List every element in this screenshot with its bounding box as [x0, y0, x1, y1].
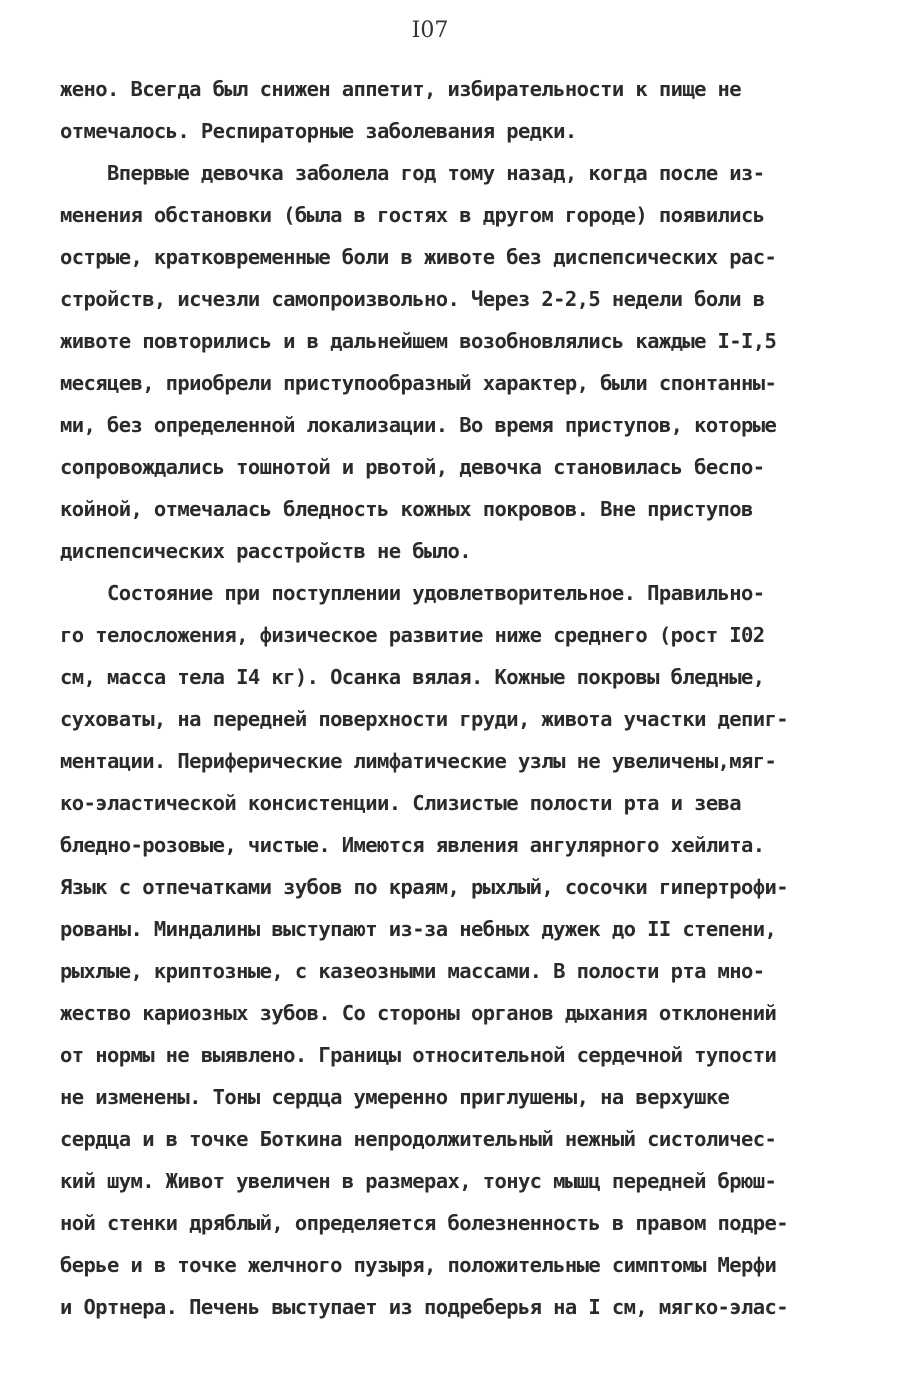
- text-line: и Ортнера. Печень выступает из подреберья на I см, мягко-элас-: [60, 1295, 789, 1319]
- text-line: берье и в точке желчного пузыря, положительные симптомы Мерфи: [60, 1253, 777, 1277]
- page-number: I07: [411, 18, 449, 43]
- text-line: ко-эластической консистенции. Слизистые полости рта и зева: [60, 791, 742, 815]
- text-line: рыхлые, криптозные, с казеозными массами. В полости рта мно-: [60, 959, 765, 983]
- text-line: го телосложения, физическое развитие ниже среднего (рост I02: [60, 623, 765, 647]
- text-line: месяцев, приобрели приступообразный характер, были спонтанны-: [60, 371, 777, 395]
- text-line: Состояние при поступлении удовлетворительное. Правильно-: [60, 581, 765, 605]
- text-line: Впервые девочка заболела год тому назад, когда после из-: [60, 161, 765, 185]
- text-line: см, масса тела I4 кг). Осанка вялая. Кожные покровы бледные,: [60, 665, 765, 689]
- text-line: диспепсических расстройств не было.: [60, 539, 471, 563]
- text-line: суховаты, на передней поверхности груди, живота участки депиг-: [60, 707, 789, 731]
- text-line: бледно-розовые, чистые. Имеются явления ангулярного хейлита.: [60, 833, 765, 857]
- text-line: рованы. Миндалины выступают из-за небных дужек до II степени,: [60, 917, 777, 941]
- text-line: жество кариозных зубов. Со стороны органов дыхания отклонений: [60, 1001, 777, 1025]
- text-line: ментации. Периферические лимфатические узлы не увеличены,мяг-: [60, 749, 777, 773]
- text-line: острые, кратковременные боли в животе без диспепсических рас-: [60, 245, 777, 269]
- text-line: кий шум. Живот увеличен в размерах, тонус мышц передней брюш-: [60, 1169, 777, 1193]
- text-line: отмечалось. Респираторные заболевания редки.: [60, 119, 577, 143]
- text-line: менения обстановки (была в гостях в другом городе) появились: [60, 203, 765, 227]
- text-line: сопровождались тошнотой и рвотой, девочка становилась беспо-: [60, 455, 765, 479]
- text-line: не изменены. Тоны сердца умеренно приглушены, на верхушке: [60, 1085, 730, 1109]
- text-line: стройств, исчезли самопроизвольно. Через 2-2,5 недели боли в: [60, 287, 765, 311]
- text-line: Язык с отпечатками зубов по краям, рыхлый, сосочки гипертрофи-: [60, 875, 789, 899]
- text-line: жено. Всегда был снижен аппетит, избирательности к пище не: [60, 77, 742, 101]
- text-line: от нормы не выявлено. Границы относительной сердечной тупости: [60, 1043, 777, 1067]
- text-line: ной стенки дряблый, определяется болезненность в правом подре-: [60, 1211, 789, 1235]
- text-line: ми, без определенной локализации. Во время приступов, которые: [60, 413, 777, 437]
- text-line: койной, отмечалась бледность кожных покровов. Вне приступов: [60, 497, 753, 521]
- text-line: сердца и в точке Боткина непродолжительный нежный систоличес-: [60, 1127, 777, 1151]
- text-line: животе повторились и в дальнейшем возобновлялись каждые I-I,5: [60, 329, 777, 353]
